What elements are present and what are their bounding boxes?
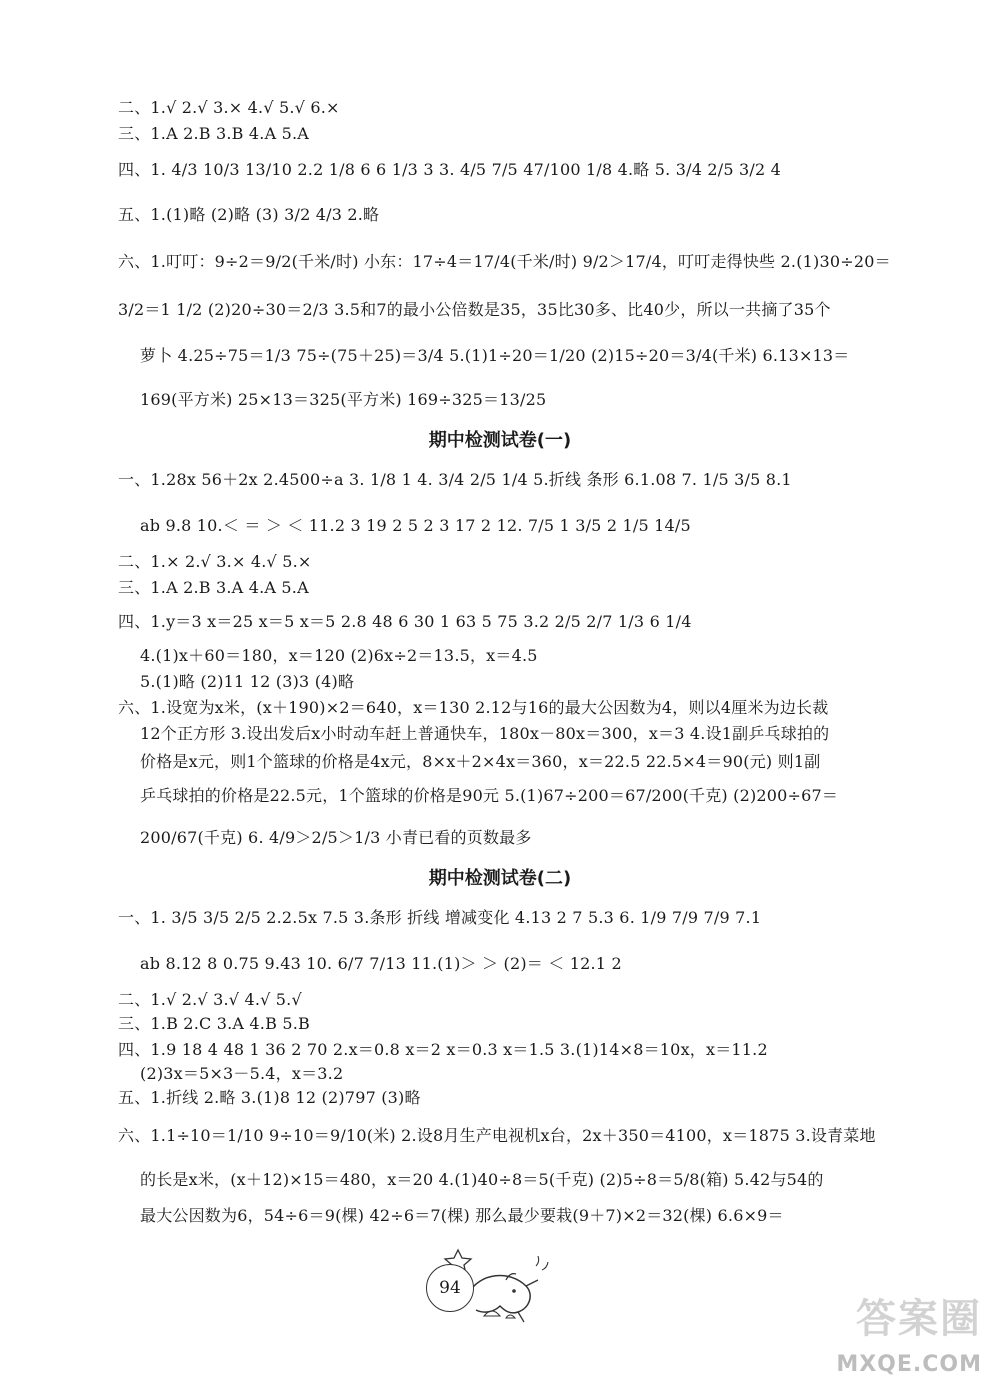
watermark-title: 答案圈 — [856, 1296, 982, 1342]
watermark-logo — [813, 1287, 988, 1377]
answer-line: 三、1.B 2.C 3.A 4.B 5.B — [118, 1014, 310, 1033]
answer-line: ab 8.12 8 0.75 9.43 10. 6/7 7/13 11.(1)＞ ＞ (2)＝ ＜ 12.1 2 — [140, 954, 622, 973]
answer-line: 3/2＝1 1/2 (2)20÷30＝2/3 3.5和7的最小公倍数是35，35比30多、比40少，所以一共摘了35个 — [118, 300, 831, 319]
page-number: 94 — [426, 1264, 474, 1312]
section-title: 期中检测试卷(二) — [428, 868, 572, 889]
answer-line: 萝卜 4.25÷75＝1/3 75÷(75＋25)＝3/4 5.(1)1÷20＝1/20 (2)15÷20＝3/4(千米) 6.13×13＝ — [140, 346, 850, 365]
answer-line: 四、1. 4/3 10/3 13/10 2.2 1/8 6 6 1/3 3 3. 4/5 7/5 47/100 1/8 4.略 5. 3/4 2/5 3/2 4 — [118, 160, 782, 179]
answer-line: 二、1.× 2.√ 3.× 4.√ 5.× — [118, 552, 312, 571]
answer-line: 三、1.A 2.B 3.A 4.A 5.A — [118, 578, 309, 597]
answer-line: 四、1.9 18 4 48 1 36 2 70 2.x＝0.8 x＝2 x＝0.3 x＝1.5 3.(1)14×8＝10x，x＝11.2 — [118, 1040, 768, 1059]
answer-line: 的长是x米，(x＋12)×15＝480，x＝20 4.(1)40÷8＝5(千克) (2)5÷8＝5/8(箱) 5.42与54的 — [140, 1170, 824, 1189]
answer-line: 5.(1)略 (2)11 12 (3)3 (4)略 — [140, 672, 355, 691]
answer-line: 五、1.折线 2.略 3.(1)8 12 (2)797 (3)略 — [118, 1088, 421, 1107]
answer-line: 三、1.A 2.B 3.B 4.A 5.A — [118, 124, 310, 143]
answer-line: 二、1.√ 2.√ 3.√ 4.√ 5.√ — [118, 990, 302, 1009]
answer-line: 最大公因数为6，54÷6＝9(棵) 42÷6＝7(棵) 那么最少要栽(9＋7)×2＝32(棵) 6.6×9＝ — [140, 1206, 784, 1225]
answer-line: 4.(1)x＋60＝180，x＝120 (2)6x÷2＝13.5，x＝4.5 — [140, 646, 538, 665]
answer-line: 12个正方形 3.设出发后x小时动车赶上普通快车，180x－80x＝300，x＝3 4.设1副乒乓球拍的 — [140, 724, 830, 743]
answer-line: 二、1.√ 2.√ 3.× 4.√ 5.√ 6.× — [118, 98, 340, 117]
section-title: 期中检测试卷(一) — [428, 430, 572, 451]
answer-line: 价格是x元，则1个篮球的价格是4x元，8×x＋2×4x＝360，x＝22.5 22.5×4＝90(元) 则1副 — [140, 752, 821, 771]
page-number-decoration — [418, 1236, 558, 1326]
answer-line: 169(平方米) 25×13＝325(平方米) 169÷325＝13/25 — [140, 390, 547, 409]
answer-line: 六、1.叮叮：9÷2＝9/2(千米/时) 小东：17÷4＝17/4(千米/时) 9/2＞17/4，叮叮走得快些 2.(1)30÷20＝ — [118, 252, 891, 271]
watermark-url: MXQE.COM — [836, 1352, 982, 1377]
answer-line: 六、1.1÷10＝1/10 9÷10＝9/10(米) 2.设8月生产电视机x台，2x＋350＝4100，x＝1875 3.设青菜地 — [118, 1126, 876, 1145]
answer-line: 一、1.28x 56＋2x 2.4500÷a 3. 1/8 1 4. 3/4 2/5 1/4 5.折线 条形 6.1.08 7. 1/5 3/5 8.1 — [118, 470, 792, 489]
answer-line: 四、1.y＝3 x＝25 x＝5 x＝5 2.8 48 6 30 1 63 5 75 3.2 2/5 2/7 1/3 6 1/4 — [118, 612, 692, 631]
answer-line: 一、1. 3/5 3/5 2/5 2.2.5x 7.5 3.条形 折线 增减变化 4.13 2 7 5.3 6. 1/9 7/9 7/9 7.1 — [118, 908, 762, 927]
answer-line: 200/67(千克) 6. 4/9＞2/5＞1/3 小青已看的页数最多 — [140, 828, 532, 847]
answer-line: 六、1.设宽为x米，(x＋190)×2＝640，x＝130 2.12与16的最大公因数为4，则以4厘米为边长裁 — [118, 698, 829, 717]
answer-line: 乒乓球拍的价格是22.5元，1个篮球的价格是90元 5.(1)67÷200＝67/200(千克) (2)200÷67＝ — [140, 786, 839, 805]
answer-line: ab 9.8 10.＜ ＝ ＞ ＜ 11.2 3 19 2 5 2 3 17 2 12. 7/5 1 3/5 2 1/5 14/5 — [140, 516, 691, 535]
answer-line: 五、1.(1)略 (2)略 (3) 3/2 4/3 2.略 — [118, 205, 380, 224]
answer-line: (2)3x＝5×3－5.4，x＝3.2 — [140, 1064, 344, 1083]
